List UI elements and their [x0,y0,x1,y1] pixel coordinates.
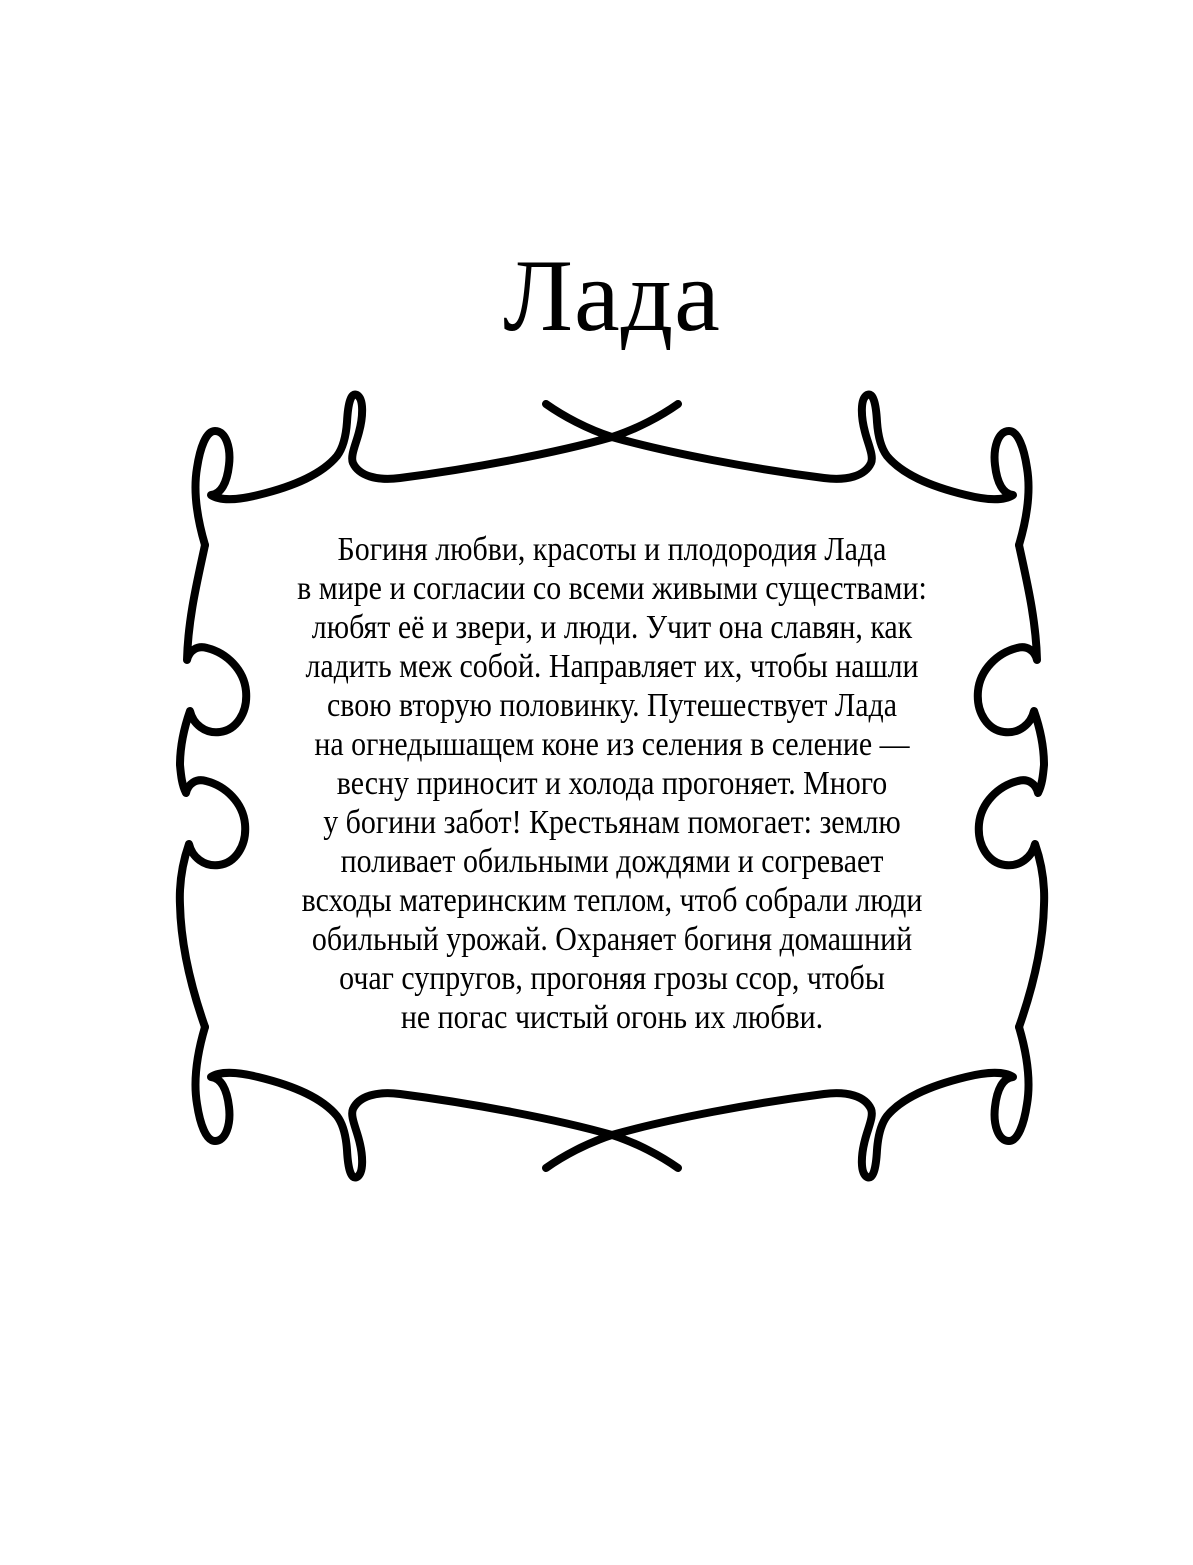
body-text-line: поливает обильными дождями и согревает [340,843,884,880]
frame-bottom-left [195,1027,678,1177]
body-text-line: весну приносит и холода прогоняет. Много [336,765,888,802]
body-text-line: Богиня любви, красоты и плодородия Лада [337,531,887,568]
frame-top-left [195,395,678,545]
body-text-line: в мире и согласии со всеми живыми существами: [297,570,927,607]
frame-top-right [546,395,1029,545]
body-text-line: на огнедышащем коне из селения в селение — [314,726,910,763]
body-text-line: всходы материнским теплом, чтоб собрали люди [301,882,923,919]
body-text-line: не погас чистый огонь их любви. [400,999,824,1036]
body-text-line: свою вторую половинку. Путешествует Лада [327,687,897,724]
body-text-line: у богини забот! Крестьянам помогает: землю [323,804,901,841]
body-text-line: очаг супругов, прогоняя грозы ссор, чтобы [339,960,885,997]
page-title: Лада [503,239,721,353]
frame-bottom-right [546,1027,1029,1177]
body-text-line: обильный урожай. Охраняет богиня домашний [311,921,913,958]
body-text [102,530,1123,1037]
body-text-line: любят её и звери, и люди. Учит она славян, как [311,609,913,646]
body-text-line: ладить меж собой. Направляет их, чтобы нашли [305,648,919,685]
